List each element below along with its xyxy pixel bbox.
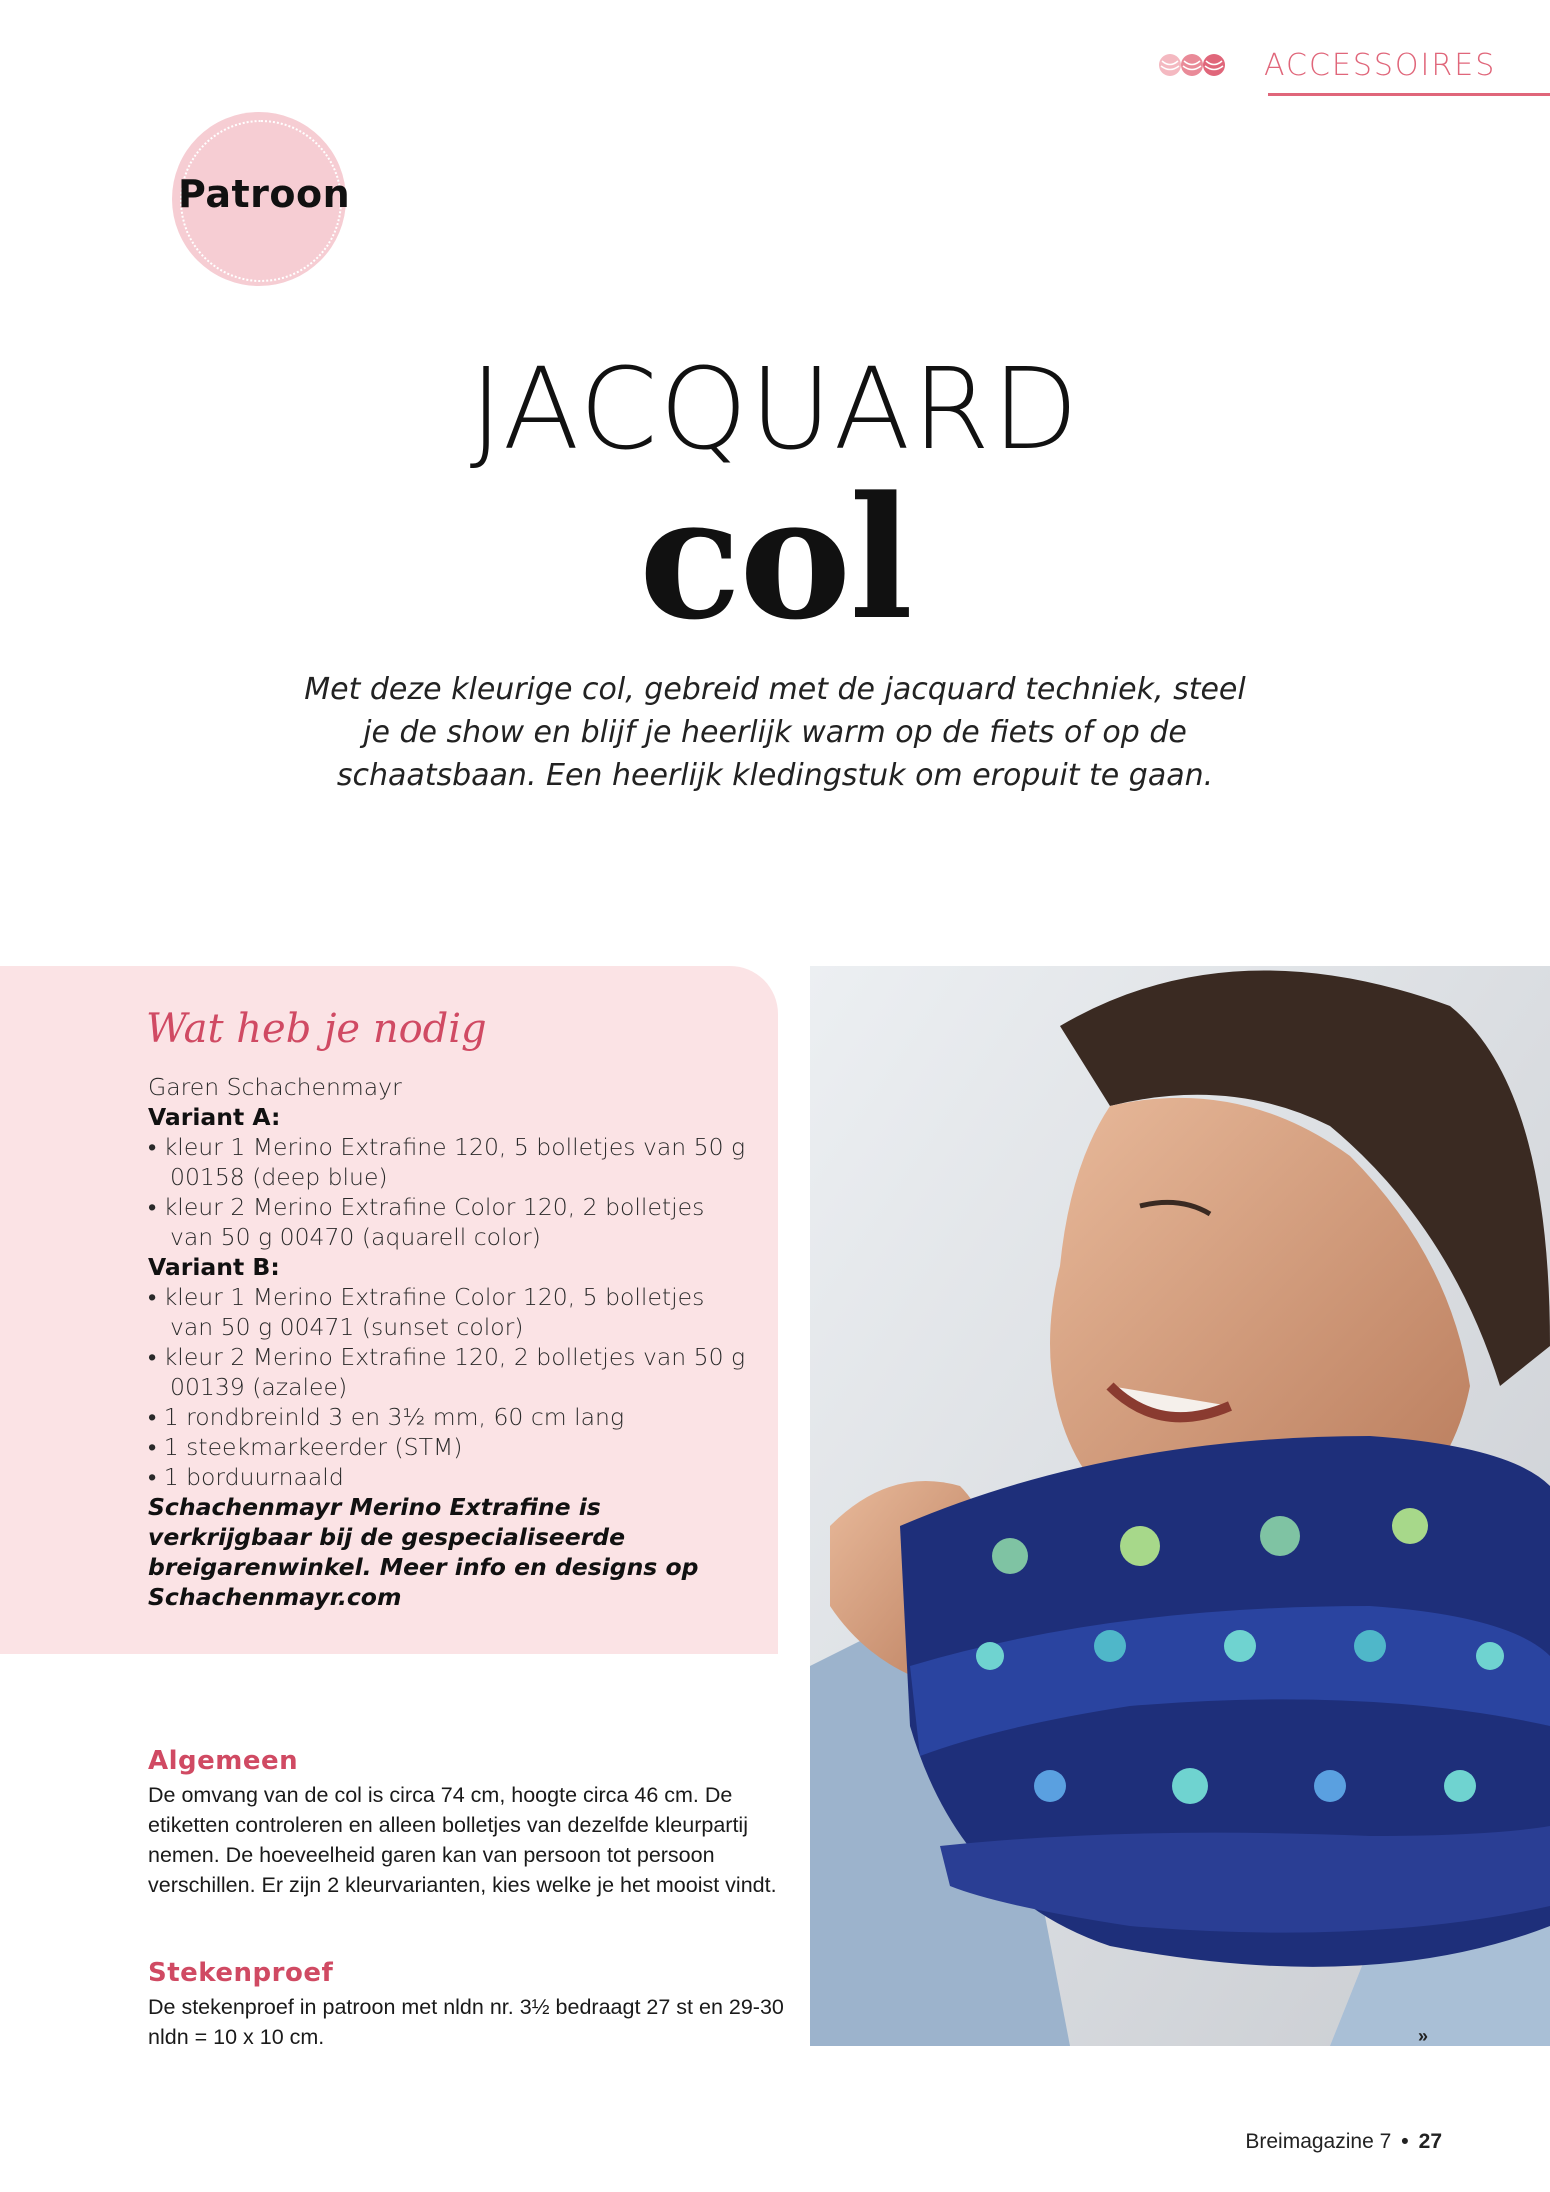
intro-text: Met deze kleurige col, gebreid met de jacquard techniek, steel je de show en blijf je heerlijk warm op de fiets of op de schaatsbaan. Een heerlijk kledingstuk om eropuit te gaan. — [304, 672, 1246, 793]
list-item: • kleur 2 Merino Extrafine 120, 2 bolletjes van 50 g 00139 (azalee) — [148, 1343, 746, 1401]
materials-list — [148, 1072, 748, 1612]
availability-note: Schachenmayr Merino Extrafine is verkrijgbaar bij de gespecialiseerde breigarenwinkel. Meer info en designs op Schachenmayr.com — [148, 1493, 699, 1611]
list-item: • kleur 1 Merino Extrafine 120, 5 bolletjes van 50 g 00158 (deep blue) — [148, 1133, 746, 1191]
pattern-badge-label: Patroon — [178, 172, 351, 216]
section-title: ACCESSOIRES — [1264, 48, 1497, 83]
gauge-heading: Stekenproef — [148, 1958, 334, 1988]
materials-heading: Wat heb je nodig — [146, 1006, 487, 1052]
list-item: • kleur 2 Merino Extrafine Color 120, 2 bolletjes van 50 g 00470 (aquarell color) — [148, 1193, 705, 1251]
list-item: • 1 rondbreinld 3 en 3½ mm, 60 cm lang — [148, 1403, 625, 1431]
continue-mark: » — [1418, 2026, 1429, 2046]
section-header — [1158, 46, 1550, 96]
variant-a-label: Variant A: — [148, 1103, 281, 1131]
list-item: • 1 steekmarkeerder (STM) — [148, 1433, 463, 1461]
title-line-1: JACQUARD — [469, 345, 1081, 475]
list-item: • 1 borduurnaald — [148, 1463, 344, 1491]
general-heading: Algemeen — [148, 1746, 299, 1776]
general-text: De omvang van de col is circa 74 cm, hoogte circa 46 cm. De etiketten controleren en alleen bolletjes van dezelfde kleurpartij nemen. De hoeveelheid garen kan van persoon tot persoon verschillen. Er zijn 2 kleurvarianten, kies welke je het mooist vindt. — [148, 1783, 777, 1897]
list-item: • kleur 1 Merino Extrafine Color 120, 5 bolletjes van 50 g 00471 (sunset color) — [148, 1283, 705, 1341]
footer-separator: • — [1401, 2130, 1409, 2153]
product-photo — [810, 966, 1550, 2046]
photo-illustration — [810, 966, 1550, 2046]
gauge-text: De stekenproef in patroon met nldn nr. 3½ bedraagt 27 st en 29-30 nldn = 10 x 10 cm. — [148, 1995, 784, 2049]
section-rule — [1268, 93, 1550, 96]
title-line-2: col — [638, 459, 912, 657]
magazine-name: Breimagazine 7 — [1245, 2130, 1392, 2153]
yarn-balls-icon — [1158, 52, 1226, 78]
page-footer — [1245, 2130, 1442, 2154]
yarn-brand: Garen Schachenmayr — [148, 1073, 402, 1101]
variant-b-label: Variant B: — [148, 1253, 280, 1281]
page-number: 27 — [1418, 2130, 1442, 2153]
